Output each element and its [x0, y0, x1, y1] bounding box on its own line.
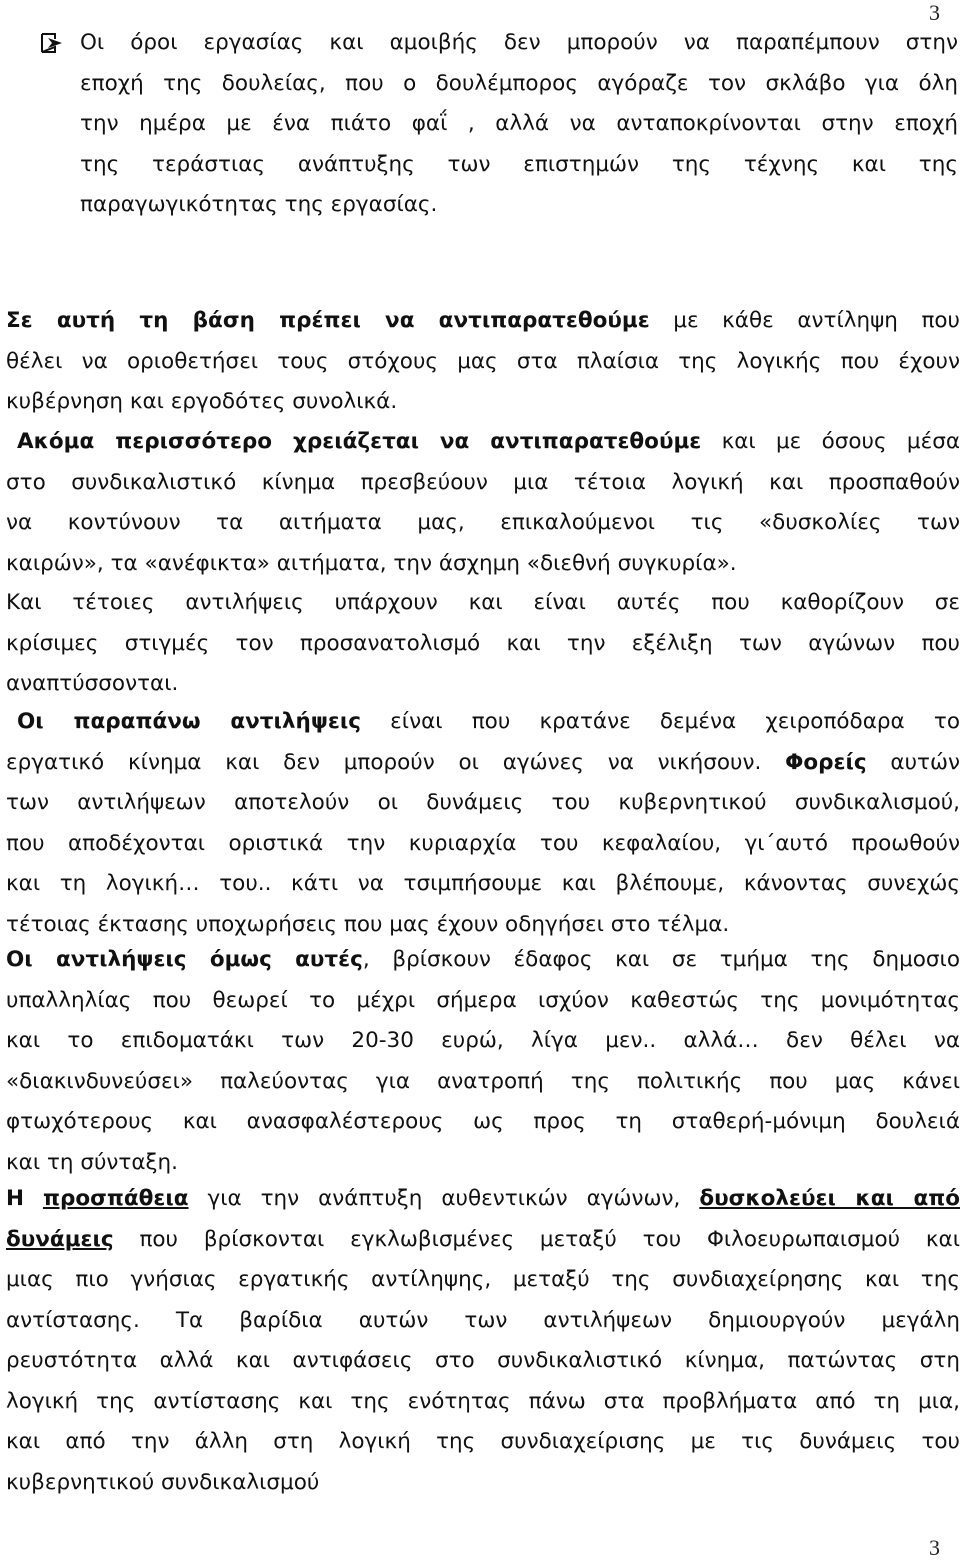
paragraph-line: κυβερνητικού συνδικαλισμού [6, 1469, 320, 1495]
bold-letter: Η [6, 1186, 24, 1211]
paragraph-line [6, 702, 960, 743]
paragraph-line: Και τέτοιες αντιλήψεις υπάρχουν και είναι αυτές που καθορίζουν σε [6, 590, 960, 615]
paragraph-line: να κοντύνουν τα αιτήματα μας, επικαλούμενοι τις «δυσκολίες των [6, 510, 960, 535]
text-run: είναι που κρατάνε δεμένα χειροπόδαρα το [360, 709, 960, 734]
paragraph-line: και από την άλλη στη λογική της συνδιαχείρισης με τις δυνάμεις του [6, 1429, 960, 1454]
paragraph-line: υπαλληλίας που θεωρεί το μέχρι σήμερα ισχύον καθεστώς της μονιμότητας [6, 987, 960, 1013]
paragraph-line [6, 940, 960, 981]
paragraph-line: «διακινδυνεύσει» παλεύοντας για ανατροπή της πολιτικής που μας κάνει [6, 1068, 960, 1094]
paragraph-line: των αντιλήψεων αποτελούν οι δυνάμεις του κυβερνητικού συνδικαλισμού, [6, 790, 960, 815]
paragraph-line [6, 1179, 960, 1220]
bold-phrase: Φορείς [785, 749, 867, 775]
text-run: αυτών [866, 749, 960, 775]
paragraph-line [6, 422, 960, 463]
bold-underlined-phrase: προσπάθεια [42, 1186, 189, 1211]
paragraph-line: ρευστότητα αλλά και αντιφάσεις στο συνδικαλιστικό κίνημα, πατώντας στη [6, 1348, 960, 1373]
paragraph-line: θέλει να οριοθετήσει τους στόχους μας στα πλαίσια της λογικής που έχουν [6, 348, 960, 374]
paragraph-line: και το επιδοματάκι των 20-30 ευρώ, λίγα μεν.. αλλά… δεν θέλει να [6, 1028, 960, 1053]
paragraph-line: κρίσιμες στιγμές τον προσανατολισμό και την εξέλιξη των αγώνων που [6, 630, 960, 656]
text-run: που βρίσκονται εγκλωβισμένες μεταξύ του Φιλοευρωπαισμού και [113, 1226, 960, 1252]
text-run: εργατικό κίνημα και δεν μπορούν οι αγώνες να νικήσουν. [6, 749, 786, 775]
paragraph-line: την ημέρα με ένα πιάτο φαΐ , αλλά να ανταποκρίνονται στην εποχή [80, 111, 958, 136]
bold-underlined-phrase: δυσκολεύει και από [699, 1186, 960, 1211]
page-number-top: 3 [929, 0, 940, 25]
paragraph-confront-logic [6, 301, 960, 423]
paragraph-line: εποχή της δουλείας, που ο δουλέμπορος αγόραζε τον σκλάβο για όλη [80, 70, 958, 96]
paragraph-line: φτωχότερους και ανασφαλέστερους ως προς τη σταθερή-μόνιμη δουλειά [6, 1109, 960, 1134]
paragraph-line: Οι όροι εργασίας και αμοιβής δεν μπορούν να παραπέμπουν στην [80, 30, 958, 55]
paragraph-line: κυβέρνηση και εργοδότες συνολικά. [6, 389, 398, 414]
bold-phrase: Οι παραπάνω αντιλήψεις [17, 709, 361, 734]
paragraph-line: λογική της αντίστασης και της ενότητας πάνω στα προβλήματα από τη μια, [6, 1388, 960, 1414]
paragraph-line: στο συνδικαλιστικό κίνημα πρεσβεύουν μια τέτοια λογική και προσπαθούν [6, 469, 960, 495]
paragraph-line: που αποδέχονται οριστικά την κυριαρχία του κεφαλαίου, γι΄αυτό προωθούν [6, 830, 960, 856]
paragraph-public-sector [6, 940, 960, 1183]
paragraph-effort [6, 1179, 960, 1503]
page-number-bottom: 3 [929, 1535, 940, 1560]
paragraph-line [6, 1220, 960, 1261]
paragraph-line [6, 743, 960, 784]
paragraph-line [6, 301, 960, 342]
paragraph-line: και τη λογική… του.. κάτι να τσιμπήσουμε και βλέπουμε, κάνοντας συνεχώς [6, 871, 960, 896]
paragraph-working-conditions [80, 23, 958, 226]
paragraph-line: της τεράστιας ανάπτυξης των επιστημών της τέχνης και της [80, 151, 958, 177]
text-run: και με όσους μέσα [701, 429, 960, 454]
paragraph-line: μιας πιο γνήσιας εργατικής αντίληψης, μεταξύ της συνδιαχείρησης και της [6, 1267, 960, 1292]
bold-phrase: Ακόμα περισσότερο χρειάζεται να αντιπαρατεθούμε [17, 429, 702, 454]
paragraph-line: και τη σύνταξη. [6, 1149, 178, 1175]
arrow-checkbox-icon [40, 30, 64, 56]
paragraph-line: αντίστασης. Τα βαρίδια αυτών των αντιλήψεων δημιουργούν μεγάλη [6, 1307, 960, 1333]
bold-phrase: Οι αντιλήψεις όμως αυτές [6, 947, 363, 972]
paragraph-such-views [6, 583, 960, 705]
paragraph-line: παραγωγικότητας της εργασίας. [80, 192, 438, 217]
paragraph-line: αναπτύσσονται. [6, 671, 179, 696]
paragraph-line: τέτοιας έκτασης υποχωρήσεις που μας έχουν οδηγήσει στο τέλμα. [6, 911, 730, 937]
text-run: με κάθε αντίληψη που [649, 308, 960, 333]
text-run: , βρίσκουν έδαφος και σε τμήμα της δημοσιο [362, 947, 960, 972]
paragraph-above-views [6, 702, 960, 945]
text-run: για την ανάπτυξη αυθεντικών αγώνων, [188, 1186, 700, 1211]
paragraph-line: καιρών», τα «ανέφικτα» αιτήματα, την άσχημη «διεθνή συγκυρία». [6, 550, 737, 576]
paragraph-union-movement [6, 422, 960, 584]
bold-underlined-phrase: δυνάμεις [6, 1226, 114, 1252]
bold-phrase: Σε αυτή τη βάση πρέπει να αντιπαρατεθούμε [6, 308, 650, 333]
